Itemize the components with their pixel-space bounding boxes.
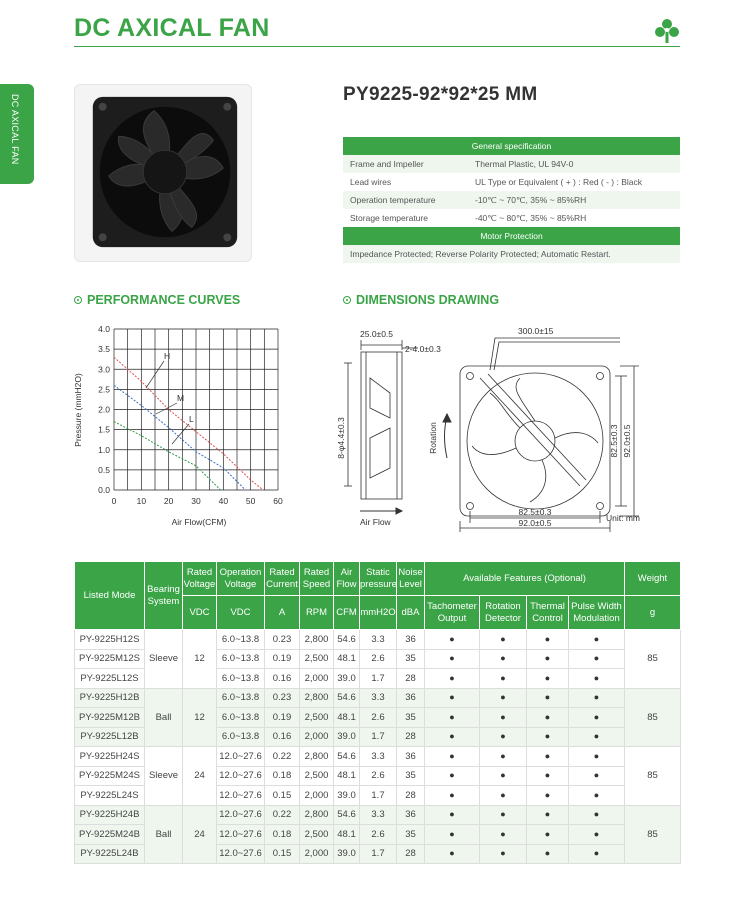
current-cell: 0.23 [265, 630, 300, 650]
feature-dot-icon [527, 669, 569, 689]
feature-dot-icon [569, 805, 625, 825]
feature-dot-icon [569, 727, 625, 747]
spec-value: UL Type or Equivalent ( + ) : Red ( - ) : Black [475, 177, 642, 187]
th-unit: A [265, 596, 300, 630]
th-rotation-detector: Rotation Detector [480, 596, 527, 630]
model-cell: PY-9225M12S [75, 649, 145, 669]
model-cell: PY-9225L12B [75, 727, 145, 747]
dim-lead: 300.0±15 [518, 326, 554, 336]
spec-label: Frame and Impeller [350, 159, 424, 169]
feature-dot-icon [425, 688, 480, 708]
series-line-l [114, 422, 221, 490]
op-voltage-cell: 6.0~13.8 [217, 669, 265, 689]
th-unit: VDC [183, 596, 217, 630]
th-features: Available Features (Optional) [425, 562, 625, 596]
pressure-cell: 3.3 [360, 630, 397, 650]
weight-cell: 85 [625, 688, 681, 747]
feature-dot-icon [425, 727, 480, 747]
y-tick-label: 0.5 [98, 464, 110, 475]
x-tick-label: 10 [136, 496, 147, 506]
spec-label: Storage temperature [350, 213, 428, 223]
feature-dot-icon [527, 825, 569, 845]
airflow-cell: 39.0 [334, 786, 360, 806]
airflow-cell: 54.6 [334, 630, 360, 650]
spec-value: -10℃ ~ 70℃, 35% ~ 85%RH [475, 195, 587, 205]
x-tick-label: 30 [191, 496, 201, 506]
feature-dot-icon [480, 766, 527, 786]
chart-y-label: Pressure (mmH2O) [73, 373, 83, 447]
feature-dot-icon [480, 708, 527, 728]
spec-label: Lead wires [350, 177, 392, 187]
speed-cell: 2,000 [300, 727, 334, 747]
pressure-cell: 2.6 [360, 825, 397, 845]
airflow-cell: 48.1 [334, 766, 360, 786]
spec-value: Thermal Plastic, UL 94V-0 [475, 159, 574, 169]
current-cell: 0.19 [265, 708, 300, 728]
series-leader-line [172, 424, 189, 444]
feature-dot-icon [480, 805, 527, 825]
feature-dot-icon [480, 688, 527, 708]
current-cell: 0.22 [265, 747, 300, 767]
current-cell: 0.18 [265, 825, 300, 845]
current-cell: 0.16 [265, 727, 300, 747]
feature-dot-icon [569, 669, 625, 689]
spec-row [343, 209, 680, 227]
feature-dot-icon [425, 708, 480, 728]
op-voltage-cell: 12.0~27.6 [217, 766, 265, 786]
table-row [75, 805, 681, 825]
series-label: M [177, 393, 185, 403]
th-bearing: Bearing System [145, 562, 183, 630]
motor-protection-text: Impedance Protected; Reverse Polarity Protected; Automatic Restart. [350, 249, 611, 259]
spec-row [343, 191, 680, 209]
current-cell: 0.19 [265, 649, 300, 669]
spec-label: Operation temperature [350, 195, 436, 205]
bullet-icon [74, 296, 82, 304]
op-voltage-cell: 12.0~27.6 [217, 844, 265, 864]
motor-protection-heading: Motor Protection [343, 227, 680, 245]
noise-cell: 36 [397, 747, 425, 767]
th-thermal-control: Thermal Control [527, 596, 569, 630]
fan-photo [74, 84, 252, 262]
th-noise-level: Noise Level [397, 562, 425, 596]
y-tick-label: 4.0 [98, 324, 110, 334]
model-cell: PY-9225H12B [75, 688, 145, 708]
th-unit: CFM [334, 596, 360, 630]
dim-size-h: 92.0±0.5 [518, 518, 552, 528]
spec-row [343, 155, 680, 173]
rotation-label: Rotation [428, 422, 438, 454]
model-cell: PY-9225L24S [75, 786, 145, 806]
speed-cell: 2,800 [300, 630, 334, 650]
feature-dot-icon [569, 630, 625, 650]
noise-cell: 28 [397, 727, 425, 747]
feature-dot-icon [425, 786, 480, 806]
model-title: PY9225-92*92*25 MM [343, 84, 538, 105]
speed-cell: 2,000 [300, 844, 334, 864]
feature-dot-icon [425, 630, 480, 650]
current-cell: 0.18 [265, 766, 300, 786]
airflow-label: Air Flow [360, 517, 391, 527]
weight-cell: 85 [625, 747, 681, 806]
model-cell: PY-9225H24B [75, 805, 145, 825]
feature-dot-icon [569, 649, 625, 669]
th-rated-current: Rated Current [265, 562, 300, 596]
pressure-cell: 1.7 [360, 844, 397, 864]
pressure-cell: 2.6 [360, 708, 397, 728]
y-tick-label: 1.5 [98, 424, 110, 435]
brand-logo-icon [653, 18, 681, 44]
pressure-cell: 1.7 [360, 727, 397, 747]
current-cell: 0.22 [265, 805, 300, 825]
th-pwm: Pulse Width Modulation [569, 596, 625, 630]
speed-cell: 2,000 [300, 786, 334, 806]
dimensions-drawing [330, 318, 660, 534]
feature-dot-icon [527, 708, 569, 728]
weight-cell: 85 [625, 630, 681, 689]
dim-screw: 2-4.0±0.3 [405, 344, 441, 354]
pressure-cell: 1.7 [360, 669, 397, 689]
dim-pitch-v: 82.5±0.3 [609, 424, 619, 458]
speed-cell: 2,800 [300, 805, 334, 825]
voltage-cell: 12 [183, 630, 217, 689]
feature-dot-icon [569, 688, 625, 708]
th-operation-voltage: Operation Voltage [217, 562, 265, 596]
speed-cell: 2,000 [300, 669, 334, 689]
feature-dot-icon [527, 727, 569, 747]
noise-cell: 28 [397, 844, 425, 864]
bullet-icon [343, 296, 351, 304]
feature-dot-icon [527, 844, 569, 864]
op-voltage-cell: 6.0~13.8 [217, 727, 265, 747]
current-cell: 0.23 [265, 688, 300, 708]
general-spec-heading: General specification [343, 137, 680, 155]
noise-cell: 35 [397, 649, 425, 669]
feature-dot-icon [569, 844, 625, 864]
model-cell: PY-9225H24S [75, 747, 145, 767]
feature-dot-icon [425, 805, 480, 825]
series-label: L [189, 414, 194, 424]
speed-cell: 2,500 [300, 649, 334, 669]
airflow-cell: 48.1 [334, 825, 360, 845]
dim-size-v: 92.0±0.5 [622, 424, 632, 458]
voltage-cell: 24 [183, 747, 217, 806]
noise-cell: 35 [397, 708, 425, 728]
th-mode: Listed Mode [75, 562, 145, 630]
feature-dot-icon [425, 649, 480, 669]
model-cell: PY-9225M12B [75, 708, 145, 728]
op-voltage-cell: 12.0~27.6 [217, 747, 265, 767]
x-tick-label: 0 [111, 496, 117, 506]
airflow-cell: 54.6 [334, 805, 360, 825]
table-row [75, 688, 681, 708]
th-unit: mmH2O [360, 596, 397, 630]
feature-dot-icon [425, 669, 480, 689]
bearing-cell: Sleeve [145, 630, 183, 689]
model-cell: PY-9225M24B [75, 825, 145, 845]
th-unit: RPM [300, 596, 334, 630]
airflow-cell: 39.0 [334, 669, 360, 689]
th-static-pressure: Static pressure [360, 562, 397, 596]
bearing-cell: Ball [145, 805, 183, 864]
feature-dot-icon [569, 747, 625, 767]
speed-cell: 2,500 [300, 825, 334, 845]
op-voltage-cell: 6.0~13.8 [217, 708, 265, 728]
feature-dot-icon [527, 747, 569, 767]
feature-dot-icon [527, 649, 569, 669]
model-cell: PY-9225H12S [75, 630, 145, 650]
series-leader-line [156, 403, 177, 414]
general-spec-table [343, 137, 680, 263]
feature-dot-icon [480, 786, 527, 806]
pressure-cell: 3.3 [360, 805, 397, 825]
op-voltage-cell: 12.0~27.6 [217, 825, 265, 845]
header-divider [74, 46, 680, 47]
performance-chart [64, 318, 294, 534]
noise-cell: 35 [397, 766, 425, 786]
y-tick-label: 0.0 [98, 485, 110, 495]
feature-dot-icon [569, 708, 625, 728]
airflow-cell: 39.0 [334, 844, 360, 864]
th-unit: VDC [217, 596, 265, 630]
feature-dot-icon [569, 766, 625, 786]
airflow-cell: 48.1 [334, 708, 360, 728]
x-tick-label: 50 [245, 496, 256, 506]
speed-cell: 2,500 [300, 766, 334, 786]
feature-dot-icon [527, 688, 569, 708]
feature-dot-icon [480, 630, 527, 650]
noise-cell: 28 [397, 669, 425, 689]
feature-dot-icon [425, 844, 480, 864]
pressure-cell: 3.3 [360, 688, 397, 708]
feature-dot-icon [425, 747, 480, 767]
noise-cell: 28 [397, 786, 425, 806]
op-voltage-cell: 6.0~13.8 [217, 688, 265, 708]
voltage-cell: 12 [183, 688, 217, 747]
op-voltage-cell: 12.0~27.6 [217, 805, 265, 825]
speed-cell: 2,800 [300, 747, 334, 767]
op-voltage-cell: 12.0~27.6 [217, 786, 265, 806]
x-tick-label: 20 [163, 496, 174, 506]
y-tick-label: 2.0 [98, 404, 110, 415]
dimensions-section-title [343, 293, 499, 307]
model-cell: PY-9225L24B [75, 844, 145, 864]
noise-cell: 36 [397, 805, 425, 825]
bearing-cell: Ball [145, 688, 183, 747]
table-row [75, 630, 681, 650]
dim-depth: 25.0±0.5 [360, 329, 394, 339]
feature-dot-icon [480, 669, 527, 689]
feature-dot-icon [569, 786, 625, 806]
performance-section-title [74, 293, 240, 307]
airflow-cell: 54.6 [334, 688, 360, 708]
current-cell: 0.15 [265, 844, 300, 864]
spec-row [343, 173, 680, 191]
pressure-cell: 1.7 [360, 786, 397, 806]
y-tick-label: 2.5 [98, 384, 110, 395]
rotation-arrow-icon [443, 414, 451, 458]
noise-cell: 36 [397, 630, 425, 650]
weight-cell: 85 [625, 805, 681, 864]
table-row [75, 747, 681, 767]
spec-row [343, 245, 680, 263]
dimensions-title-text: DIMENSIONS DRAWING [356, 293, 500, 307]
airflow-cell: 39.0 [334, 727, 360, 747]
side-tab-label: DC AXICAL FAN [10, 94, 20, 165]
th-unit: g [625, 596, 681, 630]
series-label: H [164, 351, 171, 361]
th-unit: dBA [397, 596, 425, 630]
y-tick-label: 3.0 [98, 364, 110, 375]
y-tick-label: 3.5 [98, 344, 110, 355]
dim-holes: 8-φ4.4±0.3 [336, 417, 346, 459]
x-tick-label: 40 [218, 496, 229, 506]
feature-dot-icon [480, 844, 527, 864]
feature-dot-icon [480, 747, 527, 767]
feature-dot-icon [480, 649, 527, 669]
pressure-cell: 3.3 [360, 747, 397, 767]
th-rated-speed: Rated Speed [300, 562, 334, 596]
dim-pitch-h: 82.5±0.3 [518, 507, 552, 517]
model-cell: PY-9225L12S [75, 669, 145, 689]
feature-dot-icon [527, 766, 569, 786]
pressure-cell: 2.6 [360, 649, 397, 669]
op-voltage-cell: 6.0~13.8 [217, 630, 265, 650]
feature-dot-icon [480, 825, 527, 845]
model-spec-table [74, 561, 681, 864]
noise-cell: 36 [397, 688, 425, 708]
speed-cell: 2,500 [300, 708, 334, 728]
side-tab[interactable] [0, 84, 34, 184]
page-title: DC AXICAL FAN [74, 14, 270, 42]
feature-dot-icon [425, 766, 480, 786]
th-weight: Weight [625, 562, 681, 596]
pressure-cell: 2.6 [360, 766, 397, 786]
speed-cell: 2,800 [300, 688, 334, 708]
feature-dot-icon [527, 786, 569, 806]
voltage-cell: 24 [183, 805, 217, 864]
airflow-arrow-icon [360, 508, 402, 514]
unit-label: Unit: mm [606, 513, 640, 523]
th-air-flow: Air Flow [334, 562, 360, 596]
feature-dot-icon [527, 805, 569, 825]
performance-title-text: PERFORMANCE CURVES [87, 293, 241, 307]
feature-dot-icon [569, 825, 625, 845]
chart-x-label: Air Flow(CFM) [171, 517, 227, 527]
feature-dot-icon [480, 727, 527, 747]
current-cell: 0.16 [265, 669, 300, 689]
spec-value: -40℃ ~ 80℃, 35% ~ 85%RH [475, 213, 587, 223]
noise-cell: 35 [397, 825, 425, 845]
bearing-cell: Sleeve [145, 747, 183, 806]
airflow-cell: 54.6 [334, 747, 360, 767]
th-rated-voltage: Rated Voltage [183, 562, 217, 596]
y-tick-label: 1.0 [98, 444, 110, 455]
airflow-cell: 48.1 [334, 649, 360, 669]
op-voltage-cell: 6.0~13.8 [217, 649, 265, 669]
feature-dot-icon [425, 825, 480, 845]
feature-dot-icon [527, 630, 569, 650]
x-tick-label: 60 [273, 496, 283, 506]
model-cell: PY-9225M24S [75, 766, 145, 786]
th-tachometer: Tachometer Output [425, 596, 480, 630]
current-cell: 0.15 [265, 786, 300, 806]
